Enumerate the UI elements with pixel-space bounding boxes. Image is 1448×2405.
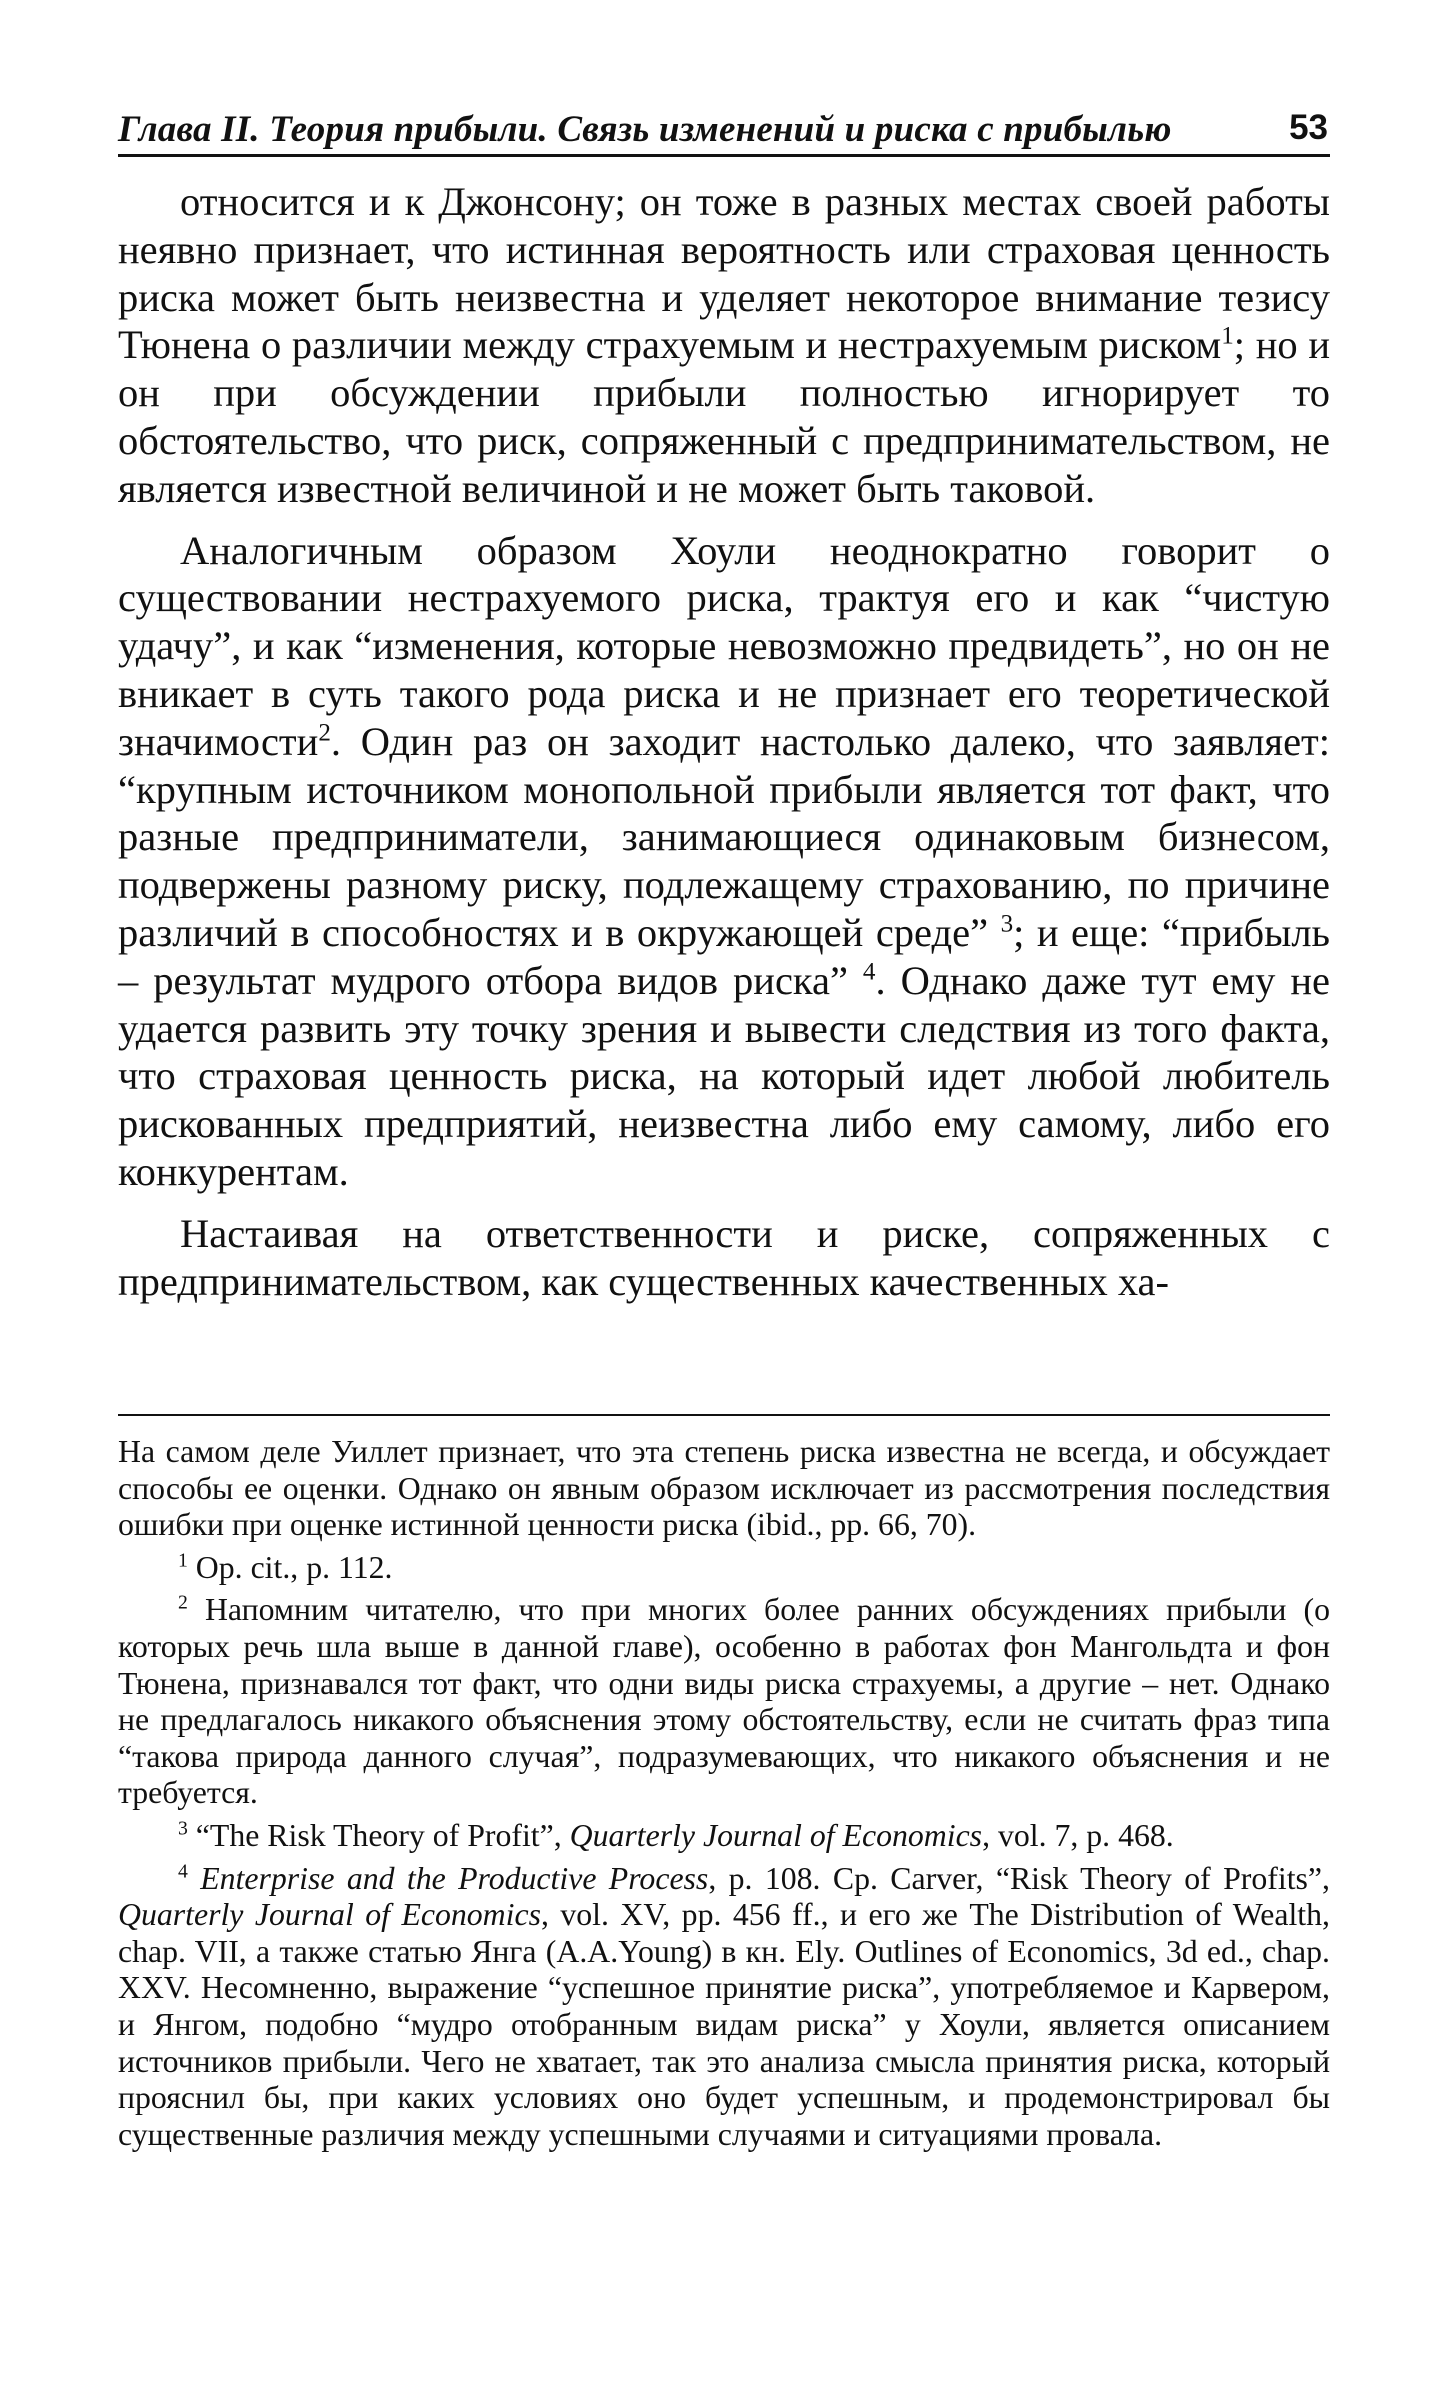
book-title: Enterprise and the Productive Process — [187, 1860, 709, 1896]
main-text — [118, 178, 1330, 1319]
footnote-marker-1: 1 — [178, 1549, 188, 1572]
footnote-2: $^2$ Напомним читателю, что при многих более ранних обсуждениях прибыли (о которых речь шла выше в данной главе), особенно в работах фон Мангольдта и фон Тюнена, признавался тот факт, что одни виды риска страхуемы, а другие – нет. Однако не предлагалось никакого объяснения этому обстоятельству, если не считать фраз типа “такова природа данного случая”, подразумевающих, что никакого объяснения и не требуется. — [118, 1591, 1330, 1811]
header-rule — [118, 154, 1330, 157]
page-number: 53 — [1289, 108, 1328, 147]
footnote-ref-2: 2 — [318, 719, 331, 747]
footnote-3: $^3$ “The Risk Theory of Profit”, Quarterly Journal of Economics, vol. 7, p. 468. — [178, 1817, 1174, 1853]
footnote-marker-4: 4 — [178, 1859, 188, 1882]
footnote-continuation: На самом деле Уиллет признает, что эта степень риска известна не всегда, и обсуждает способы ее оценки. Однако он явным образом исключает из рассмотрения последствия ошибки при оценке истинной ценности риска (ibid., pp. 66, 70). — [118, 1434, 1330, 1543]
footnote-1: $^1$ Op. cit., p. 112. — [178, 1549, 393, 1585]
paragraph-1: относится и к Джонсону; он тоже в разных местах своей работы неявно признает, что истинная вероятность или страховая ценность риска может быть неизвестна и уделяет некоторое внимание тезису Тюнена о различии между страхуемым и нестрахуемым риском$^1$; но и он при обсуждении прибыли полностью игнорирует то обстоятельство, что риск, сопряженный с предпринимательством, не является известной величиной и не может быть таковой. — [118, 179, 1330, 511]
paragraph-2: Аналогичным образом Хоули неоднократно говорит о существовании нестрахуемого риска, трактуя его и как “чистую удачу”, и как “изменения, которые невозможно предвидеть”, но он не вникает в суть такого рода риска и не признает его теоретической значимости$^2$. Один раз он заходит настолько далеко, что заявляет: “крупным источником монопольной прибыли является тот факт, что разные предприниматели, занимающиеся одинаковым бизнесом, подвержены разному риску, подлежащему страхованию, по причине различий в способностях и в окружающей среде” $^3$; и еще: “прибыль – результат мудрого отбора видов риска” $^4$. Однако даже тут ему не удается развить эту точку зрения и вывести следствия из того факта, что страховая ценность риска, на который идет любой любитель рискованных предприятий, неизвестна либо ему самому, либо его конкурентам. — [118, 527, 1331, 1194]
footnote-4: $^4$ Enterprise and the Productive Process, p. 108. Cp. Carver, “Risk Theory of Profits”, Quarterly Journal of Economics, vol. XV, pp. 456 ff., и его же The Distribution of Wealth, chap. VII, а также статью Янга (A.A.Young) в кн. Ely. Outlines of Economics, 3d ed., chap. XXV. Несомненно, выражение “успешное принятие риска”, употребляемое и Карвером, и Янгом, подобно “мудро отобранным видам риска” у Хоули, является описанием источников прибыли. Чего не хватает, так это анализа смысла принятия риска, который прояснил бы, при каких условиях оно будет успешным, и продемонстрировал бы существенные различия между успешными случаями и ситуациями провала. — [118, 1859, 1330, 2152]
footnote-ref-1: 1 — [1221, 322, 1234, 350]
footnote-marker-2: 2 — [178, 1591, 188, 1614]
footnote-ref-3: 3 — [1000, 910, 1014, 938]
footnote-ref-4: 4 — [862, 958, 876, 986]
running-title: Глава II. Теория прибыли. Связь изменений и риска с прибылью — [118, 109, 1172, 150]
journal-title: Quarterly Journal of Economics — [569, 1817, 983, 1853]
footnote-marker-3: 3 — [178, 1817, 188, 1840]
paragraph-3: Настаивая на ответственности и риске, сопряженных с предпринимательством, как существенных качественных ха- — [118, 1210, 1330, 1304]
footnotes — [118, 1434, 1330, 2159]
journal-title: Quarterly Journal of Economics — [118, 1897, 541, 1933]
page-header — [118, 108, 1328, 158]
footnote-rule — [118, 1414, 1330, 1416]
